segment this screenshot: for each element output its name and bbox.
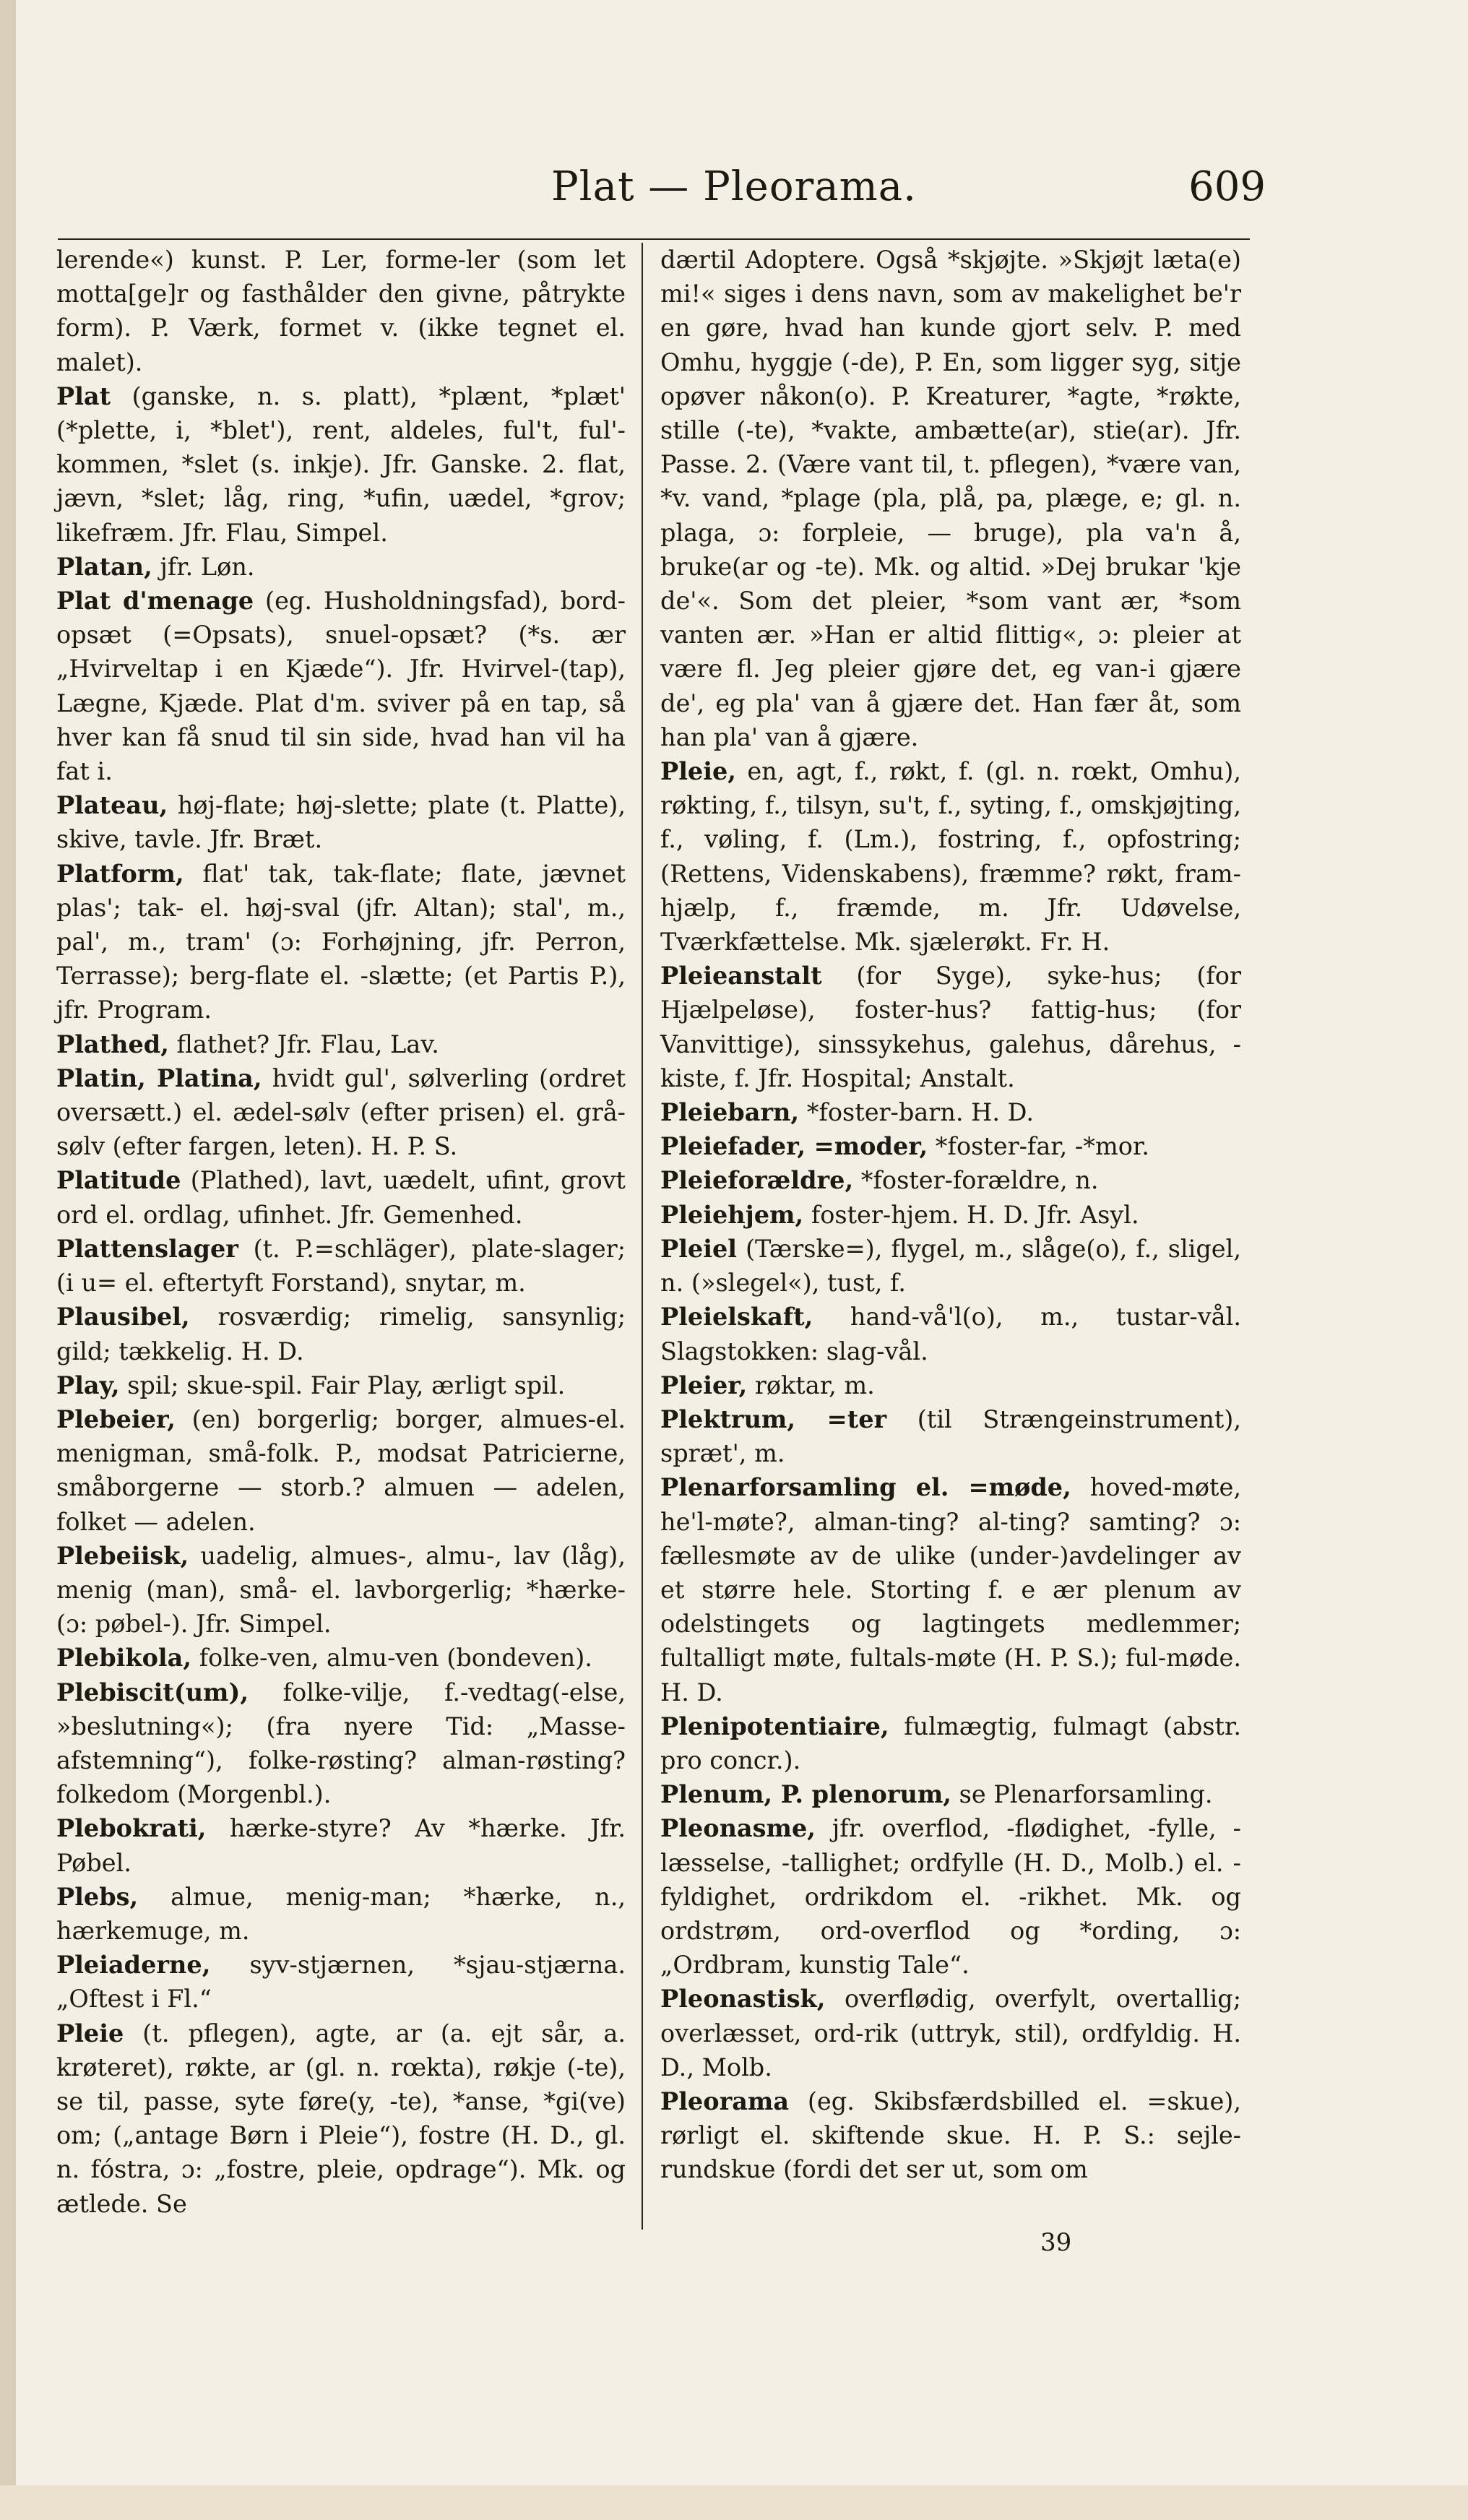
right-column (660, 243, 1241, 2187)
entry-text: høj-flate; høj-slette; plate (t. Platte), skive, tavle. Jfr. Bræt. (56, 791, 626, 854)
dictionary-entry (660, 1368, 1241, 1402)
entry-text: (for Syge), syke-hus; (for Hjælpeløse), foster-hus? fattig-hus; (for Vanvittige), sinssykehus, galehus, dårehus, -kiste, f. Jfr. Hospital; Anstalt. (660, 962, 1241, 1092)
entry-headword: Pleiel (660, 1234, 737, 1263)
left-column (56, 243, 626, 2221)
dictionary-entry (660, 754, 1241, 959)
header-rule (58, 238, 1250, 240)
entry-headword: Platform, (56, 859, 184, 888)
entry-text: (t. pflegen), agte, ar (a. ejt sår, a. krøteret), røkte, ar (gl. n. rœkta), røkje (-te), se til, passe, syte føre(y, -te), *anse, *gi(ve) om; („antage Børn i Pleie“), fostre (H. D., gl. n. fóstra, ɔ: „fostre, pleie, opdrage“). Mk. og ætlede. Se (56, 2019, 626, 2218)
entry-text: jfr. Løn. (160, 552, 255, 581)
dictionary-entry (56, 243, 626, 379)
dictionary-entry (660, 243, 1241, 754)
entry-text: jfr. overflod, -flødighet, -fylle, -læsselse, -tallighet; ordfylle (H. D., Molb.) el. -fyldighet, ordrikdom el. -rikhet. Mk. og ordstrøm, ord-overflod og *ording, ɔ: „Ordbram, kunstig Tale“. (660, 1814, 1241, 1980)
entry-text: hand-vå'l(o), m., tustar-vål. Slagstokken: slag-vål. (660, 1303, 1241, 1365)
entry-text: *foster-barn. H. D. (806, 1098, 1034, 1127)
entry-headword: Plat (56, 381, 111, 410)
running-title: Plat — Pleorama. (551, 163, 917, 210)
dictionary-entry (660, 1198, 1241, 1232)
dictionary-entry (56, 1811, 626, 1879)
dictionary-entry (56, 1163, 626, 1231)
entry-headword: Plenum, P. plenorum, (660, 1780, 951, 1809)
entry-text: (ganske, n. s. platt), *plænt, *plæt' (*plette, i, *blet'), rent, aldeles, ful't, ful'-kommen, *slet (s. inkje). Jfr. Ganske. 2. flat, jævn, *slet; låg, ring, *ufin, uædel, *grov; likefræm. Jfr. Flau, Simpel. (56, 381, 626, 547)
entry-text: overflødig, overfylt, overtallig; overlæsset, ord-rik (uttryk, stil), ordfyldig. H. D., Molb. (660, 1985, 1241, 2081)
entry-text: flat' tak, tak-flate; flate, jævnet plas'; tak- el. høj-sval (jfr. Altan); stal', m., pal', m., tram' (ɔ: Forhøjning, jfr. Perron, Terrasse); berg-flate el. -slætte; (et Partis P.), jfr. Program. (56, 859, 626, 1024)
entry-headword: Plebs, (56, 1882, 139, 1911)
entry-text: almue, menig-man; *hærke, n., hærkemuge, m. (56, 1882, 626, 1945)
entry-text: uadelig, almues-, almu-, lav (låg), menig (man), små- el. lavborgerlig; *hærke- (ɔ: pøbel-). Jfr. Simpel. (56, 1541, 626, 1639)
dictionary-entry (660, 1982, 1241, 2084)
entry-headword: Pleiaderne, (56, 1951, 211, 1980)
entry-text: syv-stjærnen, *sjau-stjærna. „Oftest i Fl.“ (56, 1951, 626, 2014)
entry-text: spil; skue-spil. Fair Play, ærligt spil. (127, 1371, 566, 1399)
entry-headword: Pleier, (660, 1371, 748, 1399)
entry-headword: Pleieforældre, (660, 1166, 854, 1195)
dictionary-entry (660, 1232, 1241, 1300)
dictionary-entry (56, 1027, 626, 1061)
dictionary-entry (660, 1811, 1241, 1982)
page-number: 609 (1188, 163, 1266, 210)
entry-text: hoved-møte, he'l-møte?, alman-ting? al-ting? samting? ɔ: fællesmøte av de ulike (under-)avdelinger av et større hele. Storting f. e ær plenum av odelstingets og lagtingets medlemmer; fultalligt møte, fultals-møte (H. P. S.); ful-møde. H. D. (660, 1473, 1241, 1706)
entry-headword: Platan, (56, 552, 152, 581)
dictionary-entry (56, 857, 626, 1027)
entry-headword: Pleie (56, 2019, 124, 2048)
dictionary-entry (56, 584, 626, 788)
entry-headword: Pleiefader, =moder, (660, 1132, 928, 1161)
dictionary-entry (56, 1232, 626, 1300)
dictionary-entry (660, 1095, 1241, 1129)
entry-text: (Plathed), lavt, uædelt, ufint, grovt ord el. ordlag, ufinhet. Jfr. Gemenhed. (56, 1166, 626, 1229)
entry-text: rosværdig; rimelig, sansynlig; gild; tækkelig. H. D. (56, 1303, 626, 1365)
dictionary-entry (660, 1129, 1241, 1163)
entry-headword: Pleonastisk, (660, 1985, 826, 2014)
entry-headword: Plattenslager (56, 1234, 238, 1263)
entry-headword: Pleiehjem, (660, 1200, 804, 1229)
entry-headword: Plebeier, (56, 1404, 176, 1433)
signature-mark: 39 (1040, 2228, 1072, 2257)
dictionary-entry (660, 1470, 1241, 1709)
entry-headword: Plenipotentiaire, (660, 1712, 889, 1740)
entry-text: dærtil Adoptere. Også *skjøjte. »Skjøjt læta(e) mi!« siges i dens navn, som av makelighet be'r en gøre, hvad han kunde gjort selv. P. med Omhu, hyggje (-de), P. En, som ligger syg, sitje opøver nåkon(o). P. Kreaturer, *agte, *røkte, stille (-te), *vakte, ambætte(ar), stie(ar). Jfr. Passe. 2. (Være vant til, t. pflegen), *være van, *v. vand, *plage (pla, plå, pa, plæge, e; gl. n. plaga, ɔ: forpleie, — bruge), pla va'n å, bruke(ar og -te). Mk. og altid. »Dej brukar 'kje de'«. Som det pleier, *som vant ær, *som vanten ær. »Han er altid flittig«, ɔ: pleier at være fl. Jeg pleier gjøre det, eg van-i gjære de', eg pla' van å gjære det. Han fær åt, som han pla' van å gjære. (660, 246, 1241, 751)
entry-headword: Pleie, (660, 757, 736, 786)
entry-headword: Plebeiisk, (56, 1541, 189, 1570)
dictionary-entry (56, 1539, 626, 1641)
entry-text: *foster-far, -*mor. (935, 1132, 1149, 1161)
entry-text: hærke-styre? Av *hærke. Jfr. Pøbel. (56, 1814, 626, 1877)
entry-text: (en) borgerlig; borger, almues-el. menigman, små-folk. P., modsat Patricierne, småborgerne — storb.? almuen — adelen, folket — adelen. (56, 1404, 626, 1536)
dictionary-entry (56, 1402, 626, 1539)
dictionary-entry (56, 1641, 626, 1675)
dictionary-entry (56, 1675, 626, 1812)
dictionary-entry (660, 1300, 1241, 1368)
page-bottom-edge (0, 2485, 1468, 2520)
entry-headword: Plat d'menage (56, 587, 254, 616)
dictionary-entry (56, 1948, 626, 2016)
entry-text: lerende«) kunst. P. Ler, forme-ler (som let motta[ge]r og fasthålder den givne, påtrykte form). P. Værk, formet v. (ikke tegnet el. malet). (56, 246, 626, 376)
dictionary-entry (56, 2016, 626, 2221)
dictionary-entry (660, 1709, 1241, 1777)
dictionary-entry (56, 379, 626, 550)
entry-text: (Tærske=), flygel, m., slåge(o), f., sligel, n. (»slegel«), tust, f. (660, 1234, 1241, 1298)
entry-headword: Pleorama (660, 2087, 790, 2115)
entry-text: flathet? Jfr. Flau, Lav. (176, 1030, 439, 1058)
entry-headword: Plebikola, (56, 1644, 192, 1673)
entry-headword: Pleonasme, (660, 1814, 816, 1843)
entry-text: en, agt, f., røkt, f. (gl. n. rœkt, Omhu), røkting, f., tilsyn, su't, f., syting, f., omskjøjting, f., vøling, f. (Lm.), fostring, f., opfostring; (Rettens, Videnskabens), fræmme? røkt, fram-hjælp, f., fræmde, m. Jfr. Udøvelse, Tværkfættelse. Mk. sjælerøkt. Fr. H. (660, 757, 1241, 957)
entry-text: (eg. Husholdningsfad), bord-opsæt (=Opsats), snuel-opsæt? (*s. ær „Hvirveltap i en Kjæde“). Jfr. Hvirvel-(tap), Lægne, Kjæde. Plat d'm. sviver på en tap, så hver kan få snud til sin side, hvad han vil ha fat i. (56, 587, 626, 786)
entry-text: (eg. Skibsfærdsbilled el. =skue), rørligt el. skiftende skue. H. P. S.: sejle-rundskue (fordi det ser ut, som om (660, 2087, 1241, 2184)
entry-headword: Pleieanstalt (660, 962, 822, 991)
dictionary-entry (660, 959, 1241, 1095)
dictionary-entry (660, 2084, 1241, 2187)
page-edge-shadow (0, 0, 16, 2520)
dictionary-entry (56, 1368, 626, 1402)
dictionary-entry (56, 1061, 626, 1164)
entry-headword: Plathed, (56, 1030, 169, 1058)
entry-text: fulmægtig, fulmagt (abstr. pro concr.). (660, 1712, 1241, 1774)
dictionary-entry (56, 788, 626, 856)
entry-headword: Plateau, (56, 791, 168, 820)
column-divider (642, 243, 643, 2230)
dictionary-entry (56, 1880, 626, 1948)
entry-text: se Plenarforsamling. (959, 1780, 1213, 1809)
entry-text: røktar, m. (754, 1371, 875, 1399)
entry-headword: Pleielskaft, (660, 1303, 813, 1332)
entry-text: foster-hjem. H. D. Jfr. Asyl. (811, 1200, 1139, 1229)
entry-text: hvidt gul', sølverling (ordret oversætt.) el. ædel-sølv (efter prisen) el. grå-sølv (efter fargen, leten). H. P. S. (56, 1063, 626, 1161)
page-header (0, 158, 1468, 223)
entry-text: folke-ven, almu-ven (bondeven). (199, 1644, 592, 1673)
dictionary-entry (660, 1402, 1241, 1470)
dictionary-entry (660, 1777, 1241, 1811)
dictionary-entry (56, 550, 626, 584)
dictionary-entry (660, 1163, 1241, 1197)
entry-headword: Plausibel, (56, 1303, 190, 1332)
entry-headword: Plebiscit(um), (56, 1678, 249, 1706)
entry-headword: Pleiebarn, (660, 1098, 800, 1127)
entry-headword: Plektrum, =ter (660, 1404, 887, 1433)
entry-headword: Plenarforsamling el. =møde, (660, 1473, 1071, 1502)
entry-headword: Plebokrati, (56, 1814, 207, 1843)
entry-text: (t. P.=schläger), plate-slager; (i u= el. eftertyft Forstand), snytar, m. (56, 1234, 626, 1298)
entry-headword: Play, (56, 1371, 120, 1399)
entry-text: *foster-forældre, n. (860, 1166, 1099, 1195)
entry-text: (til Strængeinstrument), spræt', m. (660, 1404, 1242, 1468)
dictionary-entry (56, 1300, 626, 1368)
entry-text: folke-vilje, f.-vedtag(-else, »beslutning«); (fra nyere Tid: „Masse-afstemning“), folke-røsting? alman-røsting? folkedom (Morgenbl.). (56, 1678, 626, 1809)
entry-headword: Platitude (56, 1166, 181, 1195)
entry-headword: Platin, Platina, (56, 1063, 262, 1092)
